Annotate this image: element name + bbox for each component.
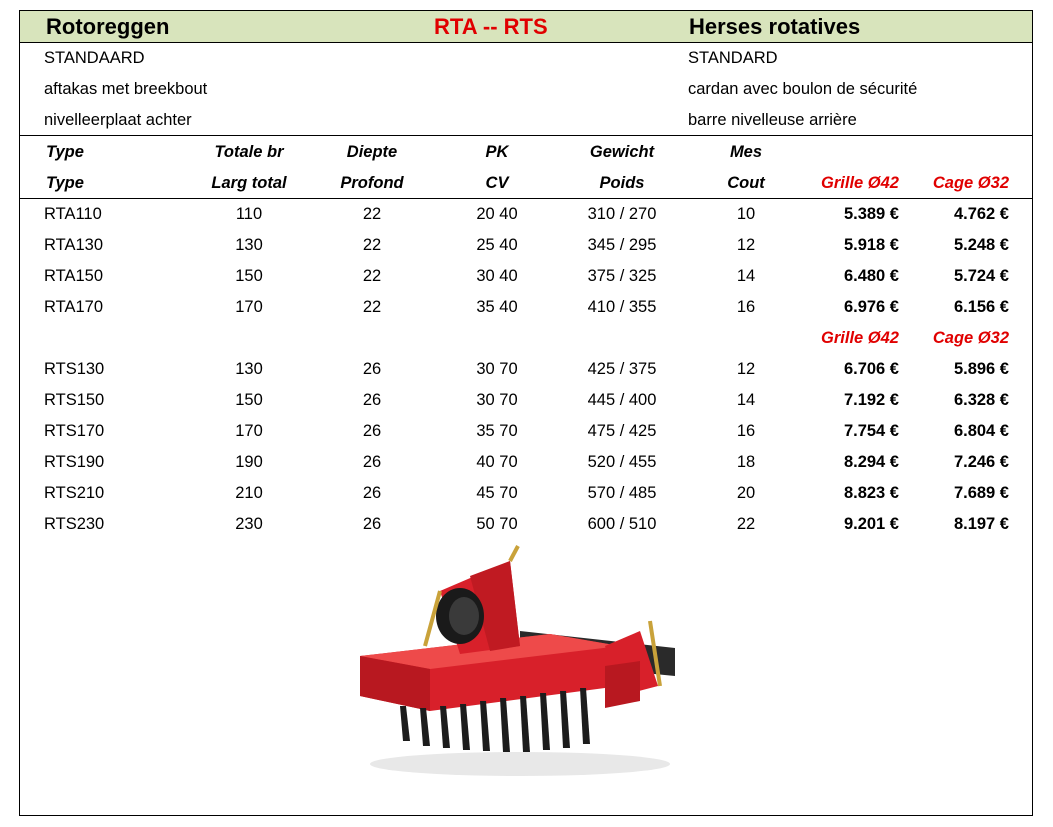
rotary-harrow-machine-illustration — [340, 536, 690, 786]
weight-cell: 345 / 295 — [587, 236, 657, 254]
depth-cell: 22 — [362, 267, 382, 285]
title-french: Herses rotatives — [689, 14, 861, 39]
blades-cell: 18 — [736, 453, 756, 471]
width-cell: 230 — [235, 515, 263, 533]
blades-cell: 12 — [736, 360, 756, 378]
model-cell: RTA170 — [44, 298, 104, 316]
blades-cell: 10 — [736, 205, 756, 223]
standard-fr-1: STANDARD — [688, 49, 778, 67]
standard-nl-2: aftakas met breekbout — [44, 80, 208, 98]
power-cell: 30 40 — [476, 267, 518, 285]
depth-cell: 26 — [362, 484, 382, 502]
model-cell: RTS130 — [44, 360, 105, 378]
width-cell: 170 — [235, 298, 263, 316]
header-width-fr: Larg total — [211, 174, 287, 192]
depth-cell: 26 — [362, 360, 382, 378]
depth-cell: 26 — [362, 422, 382, 440]
standard-nl-1: STANDAARD — [44, 49, 145, 67]
price-grille-cell: 5.918 € — [843, 236, 899, 254]
price-cage-cell: 7.246 € — [953, 453, 1009, 471]
power-cell: 35 40 — [476, 298, 518, 316]
header-depth-nl: Diepte — [346, 143, 398, 161]
title-model-range: RTA -- RTS — [434, 14, 548, 39]
width-cell: 130 — [235, 236, 263, 254]
price-cage-cell: 5.248 € — [953, 236, 1009, 254]
blades-cell: 16 — [736, 422, 756, 440]
power-cell: 25 40 — [476, 236, 518, 254]
power-cell: 30 70 — [476, 391, 518, 409]
title-dutch: Rotoreggen — [46, 14, 170, 39]
model-cell: RTS190 — [44, 453, 105, 471]
blades-cell: 16 — [736, 298, 756, 316]
header-price-cage: Cage Ø32 — [932, 174, 1009, 192]
width-cell: 150 — [235, 391, 263, 409]
depth-cell: 26 — [362, 453, 382, 471]
model-cell: RTA110 — [44, 205, 102, 223]
price-cage-cell: 6.804 € — [953, 422, 1009, 440]
header-power-fr: CV — [485, 174, 509, 192]
standard-fr-3: barre nivelleuse arrière — [688, 111, 857, 129]
header-price-grille: Grille Ø42 — [821, 174, 899, 192]
header-power-nl: PK — [485, 143, 509, 161]
weight-cell: 425 / 375 — [587, 360, 657, 378]
price-grille-cell: 7.192 € — [843, 391, 899, 409]
price-cage-cell: 6.328 € — [953, 391, 1009, 409]
power-cell: 45 70 — [476, 484, 518, 502]
header-type-fr: Type — [46, 174, 84, 192]
blades-cell: 14 — [736, 391, 756, 409]
weight-cell: 475 / 425 — [587, 422, 657, 440]
price-sheet — [19, 10, 1033, 816]
model-cell: RTS170 — [44, 422, 105, 440]
price-cage-cell: 5.896 € — [953, 360, 1009, 378]
weight-cell: 375 / 325 — [587, 267, 657, 285]
standard-fr-2: cardan avec boulon de sécurité — [688, 80, 918, 98]
header-blades-nl: Mes — [729, 143, 763, 161]
weight-cell: 445 / 400 — [587, 391, 657, 409]
model-cell: RTA130 — [44, 236, 104, 254]
standard-nl-3: nivelleerplaat achter — [44, 111, 192, 129]
header-weight-fr: Poids — [599, 174, 645, 192]
header-depth-fr: Profond — [340, 174, 404, 192]
header-width-nl: Totale br — [214, 143, 284, 161]
weight-cell: 570 / 485 — [587, 484, 657, 502]
rts-header-price-grille: Grille Ø42 — [821, 329, 899, 347]
blades-cell: 14 — [736, 267, 756, 285]
price-grille-cell: 5.389 € — [843, 205, 899, 223]
depth-cell: 22 — [362, 298, 382, 316]
model-cell: RTA150 — [44, 267, 104, 285]
price-grille-cell: 8.823 € — [843, 484, 899, 502]
separator-top — [20, 135, 1032, 136]
price-cage-cell: 6.156 € — [953, 298, 1009, 316]
price-grille-cell: 9.201 € — [843, 515, 899, 533]
depth-cell: 22 — [362, 205, 382, 223]
model-cell: RTS210 — [44, 484, 105, 502]
weight-cell: 600 / 510 — [587, 515, 657, 533]
depth-cell: 26 — [362, 515, 382, 533]
power-cell: 20 40 — [476, 205, 518, 223]
depth-cell: 26 — [362, 391, 382, 409]
price-grille-cell: 6.706 € — [843, 360, 899, 378]
model-cell: RTS150 — [44, 391, 105, 409]
width-cell: 110 — [235, 205, 263, 223]
price-cage-cell: 5.724 € — [953, 267, 1009, 285]
price-cage-cell: 4.762 € — [953, 205, 1009, 223]
weight-cell: 520 / 455 — [587, 453, 657, 471]
title-bar — [20, 11, 1032, 43]
price-grille-cell: 6.480 € — [843, 267, 899, 285]
width-cell: 190 — [235, 453, 263, 471]
blades-cell: 22 — [736, 515, 756, 533]
blades-cell: 12 — [736, 236, 756, 254]
model-cell: RTS230 — [44, 515, 105, 533]
power-cell: 30 70 — [476, 360, 518, 378]
blades-cell: 20 — [736, 484, 756, 502]
width-cell: 130 — [235, 360, 263, 378]
width-cell: 210 — [235, 484, 263, 502]
price-grille-cell: 7.754 € — [843, 422, 899, 440]
header-weight-nl: Gewicht — [589, 143, 655, 161]
weight-cell: 310 / 270 — [587, 205, 657, 223]
price-cage-cell: 7.689 € — [953, 484, 1009, 502]
price-grille-cell: 6.976 € — [843, 298, 899, 316]
power-cell: 50 70 — [476, 515, 518, 533]
price-grille-cell: 8.294 € — [843, 453, 899, 471]
header-type-nl: Type — [46, 143, 84, 161]
width-cell: 170 — [235, 422, 263, 440]
weight-cell: 410 / 355 — [587, 298, 657, 316]
power-cell: 40 70 — [476, 453, 518, 471]
price-cage-cell: 8.197 € — [953, 515, 1009, 533]
width-cell: 150 — [235, 267, 263, 285]
rts-header-price-cage: Cage Ø32 — [932, 329, 1009, 347]
depth-cell: 22 — [362, 236, 382, 254]
power-cell: 35 70 — [476, 422, 518, 440]
separator-header — [20, 198, 1032, 199]
header-blades-fr: Cout — [727, 174, 765, 192]
